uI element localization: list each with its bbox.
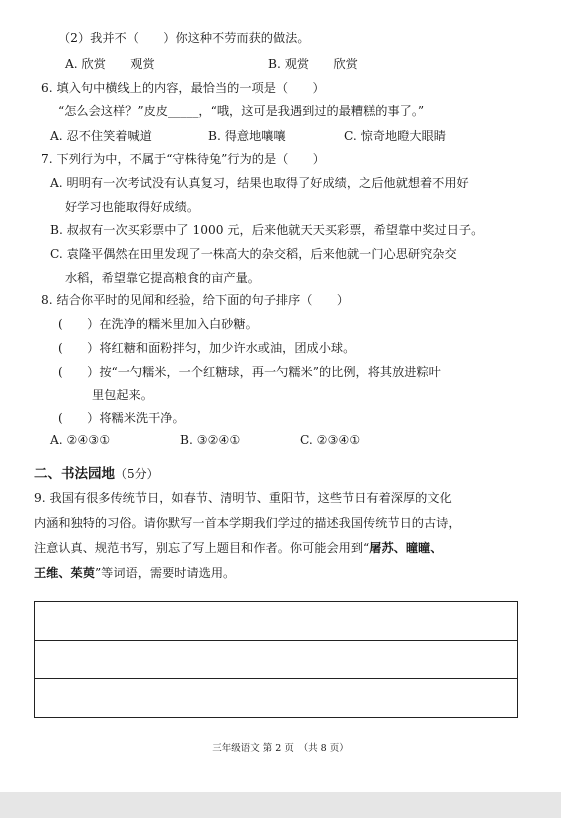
q9-line-2: 内涵和独特的习俗。请你默写一首本学期我们学过的描述我国传统节日的古诗， — [34, 516, 461, 530]
q9-line-3-keywords: 屠苏、曈曈、 — [369, 541, 443, 555]
q9-line-4-keywords: 王维、茱萸 — [34, 566, 95, 580]
page-footer: 三年级语文 第 2 页 （共 8 页） — [212, 743, 349, 754]
q7-option-a-line2: 好学习也能取得好成绩。 — [65, 200, 200, 214]
q8-step-3-line1: ( ）按“一勺糯米，一个红糖球，再一勺糯米”的比例，将其放进粽叶 — [58, 365, 441, 379]
q6-option-b: B. 得意地嚷嚷 — [208, 129, 286, 143]
q8-stem: 8. 结合你平时的见闻和经验，给下面的句子排序（ ） — [41, 293, 350, 307]
q5-2-option-a: A. 欣赏 观赏 — [65, 57, 155, 71]
q7-option-b: B. 叔叔有一次买彩票中了 1000 元，后来他就天天买彩票，希望靠中奖过日子。 — [50, 223, 484, 237]
q9-line-3 — [34, 540, 524, 556]
q8-option-a: A. ②④③① — [50, 433, 111, 447]
q8-step-3-line2: 里包起来。 — [92, 388, 153, 402]
q7-option-c-line1: C. 袁隆平偶然在田里发现了一株高大的杂交稻，后来他就一门心思研究杂交 — [50, 247, 457, 261]
writing-line-divider — [35, 640, 517, 641]
q5-2-option-b: B. 观赏 欣赏 — [268, 57, 358, 71]
q9-line-4 — [34, 565, 524, 581]
q8-step-1: ( ）在洗净的糯米里加入白砂糖。 — [58, 317, 258, 331]
q8-step-4: ( ）将糯米洗干净。 — [58, 411, 185, 425]
q9-line-3-text: 注意认真、规范书写，别忘了写上题目和作者。你可能会用到“ — [34, 541, 370, 555]
q7-option-c-line2: 水稻，希望靠它提高粮食的亩产量。 — [65, 271, 260, 285]
section-2-title — [34, 462, 159, 482]
section-2-points: （5分） — [115, 467, 159, 481]
q8-option-b: B. ③②④① — [180, 433, 241, 447]
q7-stem: 7. 下列行为中，不属于“守株待兔”行为的是（ ） — [41, 152, 325, 166]
bottom-gray-band — [0, 792, 561, 818]
q6-option-a: A. 忍不住笑着喊道 — [50, 129, 152, 143]
q8-option-c: C. ②③④① — [300, 433, 361, 447]
q6-stem: 6. 填入句中横线上的内容，最恰当的一项是（ ） — [41, 81, 325, 95]
q5-2-stem: （2）我并不（ ）你这种不劳而获的做法。 — [58, 31, 310, 45]
q6-option-c: C. 惊奇地瞪大眼睛 — [344, 129, 446, 143]
q8-step-2: ( ）将红糖和面粉拌匀，加少许水或油，团成小球。 — [58, 341, 356, 355]
q9-line-4-text: ”等词语，需要时请选用。 — [94, 566, 236, 580]
section-2-heading: 二、书法园地 — [34, 466, 115, 482]
writing-line-divider — [35, 678, 517, 679]
q9-line-1: 9. 我国有很多传统节日，如春节、清明节、重阳节，这些节日有着深厚的文化 — [34, 491, 452, 505]
q6-sentence: “怎么会这样？”皮皮_____，“哦，这可是我遇到过的最糟糕的事了。” — [58, 104, 425, 118]
q7-option-a-line1: A. 明明有一次考试没有认真复习，结果也取得了好成绩，之后他就想着不用好 — [50, 176, 469, 190]
writing-answer-box[interactable] — [34, 601, 518, 718]
